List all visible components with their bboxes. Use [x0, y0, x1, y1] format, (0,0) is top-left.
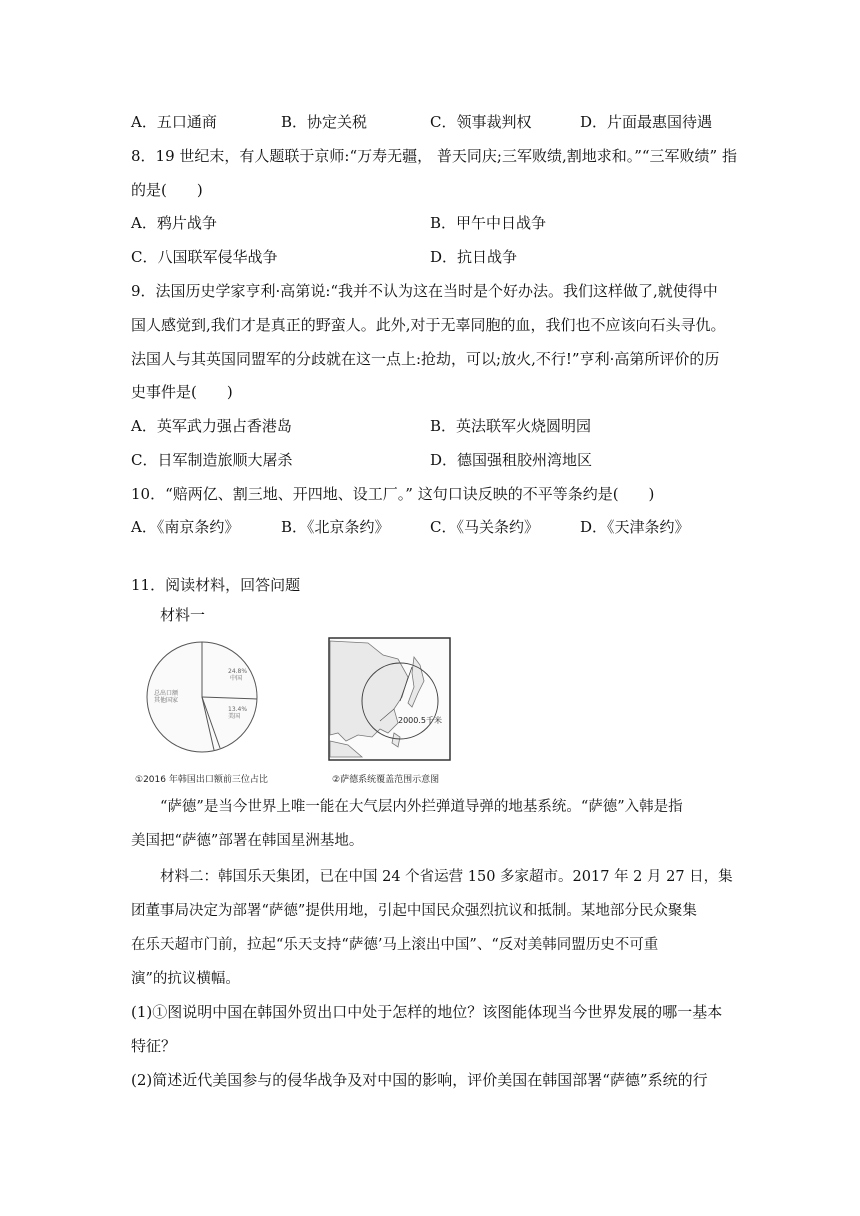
q10-option-a: A．《南京条约》 [131, 518, 240, 536]
sub-question-2-line1: (2)简述近代美国参与的侵华战争及对中国的影响，评价美国在韩国部署“萨德”系统的行 [131, 1071, 708, 1089]
q10-option-c: C．《马关条约》 [430, 518, 539, 536]
material2-line4: 演”的抗议横幅。 [131, 971, 240, 987]
q10-option-b: B．《北京条约》 [281, 518, 390, 536]
q7-option-a: A．五口通商 [131, 113, 217, 131]
thaad-coverage-map [328, 637, 451, 761]
q9-option-d: D．德国强租胶州湾地区 [430, 451, 593, 469]
pie-label-usa-line2: 美国 [228, 713, 241, 720]
q8-option-a: A．鸦片战争 [131, 214, 217, 232]
q7-option-d: D．片面最惠国待遇 [580, 113, 713, 131]
material1-label: 材料一 [160, 606, 206, 624]
q11-stem: 11．阅读材料，回答问题 [131, 576, 301, 594]
q9-stem-line2: 国人感觉到,我们才是真正的野蛮人。此外,对于无辜同胞的血，我们也不应该向石头寻仇。 [131, 316, 726, 334]
q10-option-d: D．《天津条约》 [580, 518, 690, 536]
pie-label-china-line1: 24.8% [228, 668, 248, 675]
q9-stem-line1: 9．法国历史学家亨利·高第说:“我并不认为这在当时是个好办法。我们这样做了,就使得中 [131, 282, 718, 300]
map-range-label: 2000.5千米 [398, 716, 442, 725]
material2-line3: 在乐天超市门前，拉起“乐天支持“萨德’马上滚出中国”、“反对美韩同盟历史不可重 [131, 937, 659, 953]
pie-label-usa-line1: 13.4% [228, 706, 248, 713]
q9-stem-line4: 史事件是( ) [131, 383, 233, 401]
export-pie-chart [140, 637, 300, 759]
q9-option-a: A．英军武力强占香港岛 [131, 417, 292, 435]
q8-option-d: D．抗日战争 [430, 248, 518, 266]
map-caption: ②萨德系统覆盖范围示意图 [332, 775, 440, 785]
q10-stem: 10．“赔两亿、割三地、开四地、设工厂。” 这句口诀反映的不平等条约是( ) [131, 485, 655, 503]
q8-option-b: B．甲午中日战争 [430, 214, 547, 232]
pie-caption: ①2016 年韩国出口额前三位占比 [135, 775, 268, 785]
material1-text-line1: “萨德”是当今世界上唯一能在大气层内外拦弹道导弹的地基系统。“萨德”入韩是指 [160, 799, 683, 815]
q8-stem-line2: 的是( ) [131, 181, 203, 199]
q9-option-c: C．日军制造旅顺大屠杀 [131, 451, 293, 469]
material2-line1: 材料二：韩国乐天集团，已在中国 24 个省运营 150 多家超市。2017 年 2 月 27 日，集 [160, 869, 733, 885]
pie-label-other-line1: 总出口额 [154, 690, 179, 697]
q8-stem-line1: 8．19 世纪末，有人题联于京师:“万寿无疆， 普天同庆;三军败绩,割地求和。”“三军败绩” 指 [131, 147, 737, 165]
pie-label-other-line2: 其他国家 [154, 697, 179, 704]
material1-text-line2: 美国把“萨德”部署在韩国星洲基地。 [131, 833, 364, 849]
q7-option-c: C．领事裁判权 [430, 113, 532, 131]
q7-option-b: B．协定关税 [281, 113, 368, 131]
material2-line2: 团董事局决定为部署“萨德”提供用地，引起中国民众强烈抗议和抵制。某地部分民众聚集 [131, 903, 697, 919]
sub-question-1-line2: 特征？ [131, 1037, 177, 1055]
sub-question-1-line1: (1)①图说明中国在韩国外贸出口中处于怎样的地位？该图能体现当今世界发展的哪一基本 [131, 1003, 723, 1021]
pie-label-other [154, 689, 180, 704]
q9-stem-line3: 法国人与其英国同盟军的分歧就在这一点上:抢劫，可以;放火,不行!”亨利·高第所评价的历 [131, 350, 720, 368]
q9-option-b: B．英法联军火烧圆明园 [430, 417, 592, 435]
q8-option-c: C．八国联军侵华战争 [131, 248, 278, 266]
pie-label-china-line2: 中国 [230, 675, 243, 682]
